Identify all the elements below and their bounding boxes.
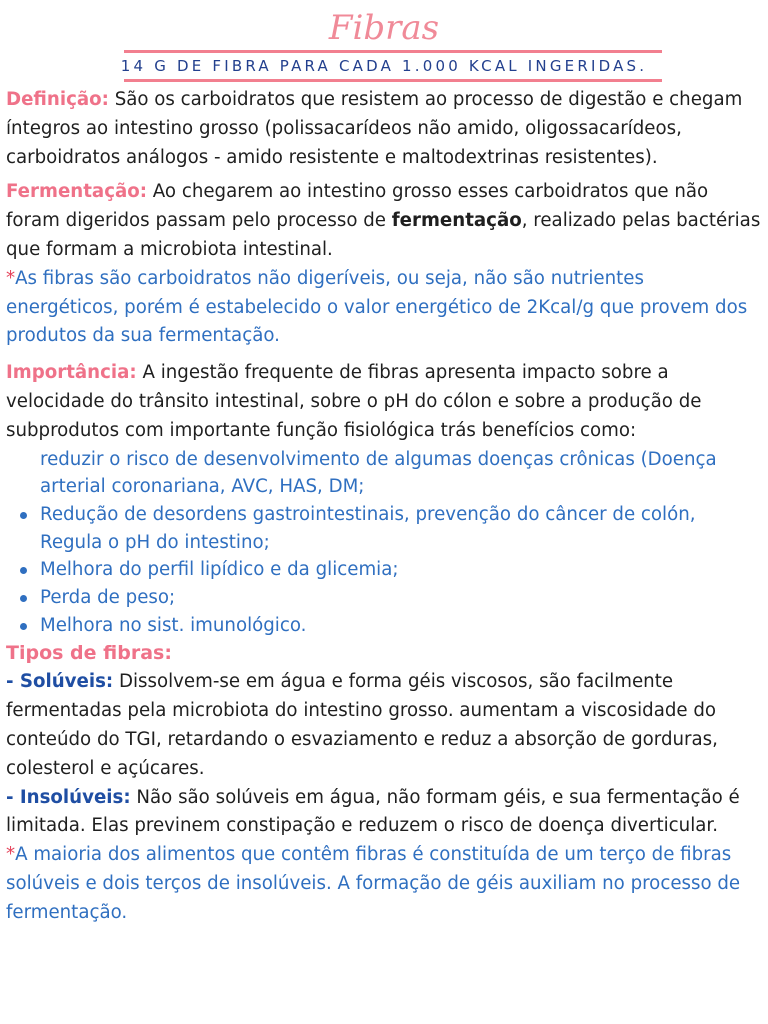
soluble-paragraph (6, 668, 762, 783)
insoluble-paragraph (6, 784, 762, 842)
fiber-types-note-text: A maioria dos alimentos que contêm fibras é constituída de um terço de fibras solúveis e dois terços de insolúveis. A formação de géis auxiliam no processo de fermentação. (6, 844, 741, 923)
list-item: Perda de peso; (40, 584, 762, 612)
fiber-types-heading: Tipos de fibras: (6, 642, 172, 665)
list-item: Melhora do perfil lipídico e da glicemia; (40, 556, 762, 584)
fermentation-label: Fermentação: (6, 181, 148, 203)
page-title: Fibras (328, 8, 440, 48)
benefits-list (6, 446, 762, 640)
importance-label: Importância: (6, 362, 137, 384)
list-item: Redução de desordens gastrointestinais, prevenção do câncer de colón, Regula o pH do intestino; (40, 501, 762, 556)
soluble-label: - Solúveis: (6, 671, 114, 693)
fermentation-note-text: As fibras são carboidratos não digeríveis, ou seja, não são nutrientes energéticos, porém é estabelecido o valor energético de 2Kcal/g que provem dos produtos da sua fermentação. (6, 267, 748, 347)
fermentation-note: *As fibras são carboidratos não digeríveis, ou seja, não são nutrientes energéticos, porém é estabelecido o valor energético de 2Kcal/g que provem dos produtos da sua fermentação. (6, 267, 748, 347)
list-item: reduzir o risco de desenvolvimento de algumas doenças crônicas (Doença arterial coronariana, AVC, HAS, DM; (40, 446, 762, 501)
fermentation-text-before: Ao chegarem ao intestino grosso esses carboidratos que não foram digeridos passam pelo processo de (6, 181, 709, 232)
definition-label: Definição: (6, 89, 109, 110)
importance-text: A ingestão frequente de fibras apresenta impacto sobre a velocidade do trânsito intestinal, sobre o pH do cólon e sobre a produção de subprodutos com importante função fisiológica trás benefícios como: (6, 362, 702, 441)
fiber-types-note: *A maioria dos alimentos que contêm fibras é constituída de um terço de fibras solúveis e dois terços de insolúveis. A formação de géis auxiliam no processo de fermentação. (6, 844, 741, 923)
definition-paragraph (6, 86, 762, 172)
insoluble-text: Não são solúveis em água, não formam géis, e sua fermentação é limitada. Elas previnem constipação e reduzem o risco de doença diverticular. (6, 786, 740, 837)
page-subtitle: 14 G DE FIBRA PARA CADA 1.000 KCAL INGERIDAS. (120, 57, 648, 75)
list-item: Melhora no sist. imunológico. (40, 612, 762, 640)
fermentation-bold-term: fermentação (391, 210, 522, 232)
insoluble-label: - Insolúveis: (6, 786, 131, 808)
definition-text: São os carboidratos que resistem ao processo de digestão e chegam íntegros ao intestino grosso (polissacarídeos não amido, oligossacarídeos, carboidratos análogos - amido resistente e maltodextrinas resistentes). (6, 89, 743, 168)
title-divider-bottom (124, 79, 662, 82)
soluble-text: Dissolvem-se em água e forma géis viscosos, são facilmente fermentadas pela microbiota do intestino grosso. aumentam a viscosidade do conteúdo do TGI, retardando o esvaziamento e reduz a absorção de gorduras, colesterol e açúcares. (6, 671, 718, 779)
importance-paragraph (6, 359, 762, 445)
fermentation-paragraph (6, 178, 762, 264)
fermentation-text-after: , realizado pelas bactérias que formam a microbiota intestinal. (6, 210, 761, 260)
